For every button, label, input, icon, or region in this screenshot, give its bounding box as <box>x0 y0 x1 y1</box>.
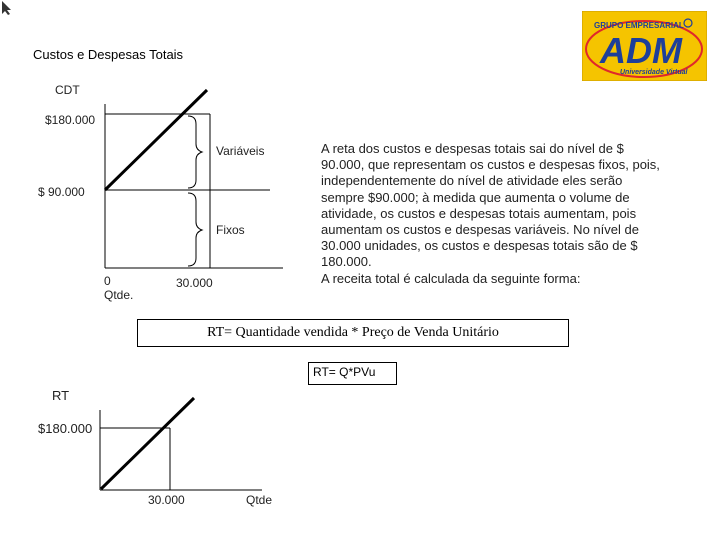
revenue-short-formula-box: RT= Q*PVu <box>308 362 397 385</box>
rt-chart <box>100 398 262 490</box>
rt-x-tick-30000: 30.000 <box>148 493 185 507</box>
rt-y-label: RT <box>52 388 70 403</box>
cdt-origin-label: 0 <box>104 274 111 288</box>
cdt-total-cost-line <box>105 90 207 190</box>
logo-main-text: ADM <box>600 30 682 71</box>
variaveis-label: Variáveis <box>216 144 265 158</box>
variaveis-brace <box>188 116 202 188</box>
logo-top-text: GRUPO EMPRESARIAL <box>594 21 684 30</box>
logo-bottom-text: Universidade Virtual <box>620 69 688 76</box>
cdt-y-tick-90000: $ 90.000 <box>38 185 85 199</box>
rt-y-tick-180000: $180.000 <box>38 421 93 436</box>
cdt-x-label: Qtde. <box>104 288 134 302</box>
explanation-text: A reta dos custos e despesas totais sai do nível de $ 90.000, que representam os custos e despesas fixos, pois, independentemente do nível de atividade eles serão sempre $90.000; à medida que aumenta o volume de atividade, os custos e despesas totais aumentam, pois aumentam os custos e despesas variáveis. No nível de 30.000 unidades, os custos e despesas totais são de $ 180.000. A receita total é calculada da seguinte forma: <box>321 141 660 286</box>
cdt-y-label: CDT <box>55 83 80 97</box>
cdt-chart <box>105 90 283 268</box>
cdt-y-tick-180000: $180.000 <box>45 113 96 127</box>
fixos-brace <box>188 193 202 266</box>
fixos-label: Fixos <box>216 223 245 237</box>
rt-x-label: Qtde <box>246 493 273 507</box>
cdt-x-tick-30000: 30.000 <box>176 276 213 290</box>
page-title: Custos e Despesas Totais <box>33 47 184 62</box>
rt-revenue-line <box>101 398 194 489</box>
revenue-formula-box: RT= Quantidade vendida * Preço de Venda Unitário <box>137 319 569 347</box>
